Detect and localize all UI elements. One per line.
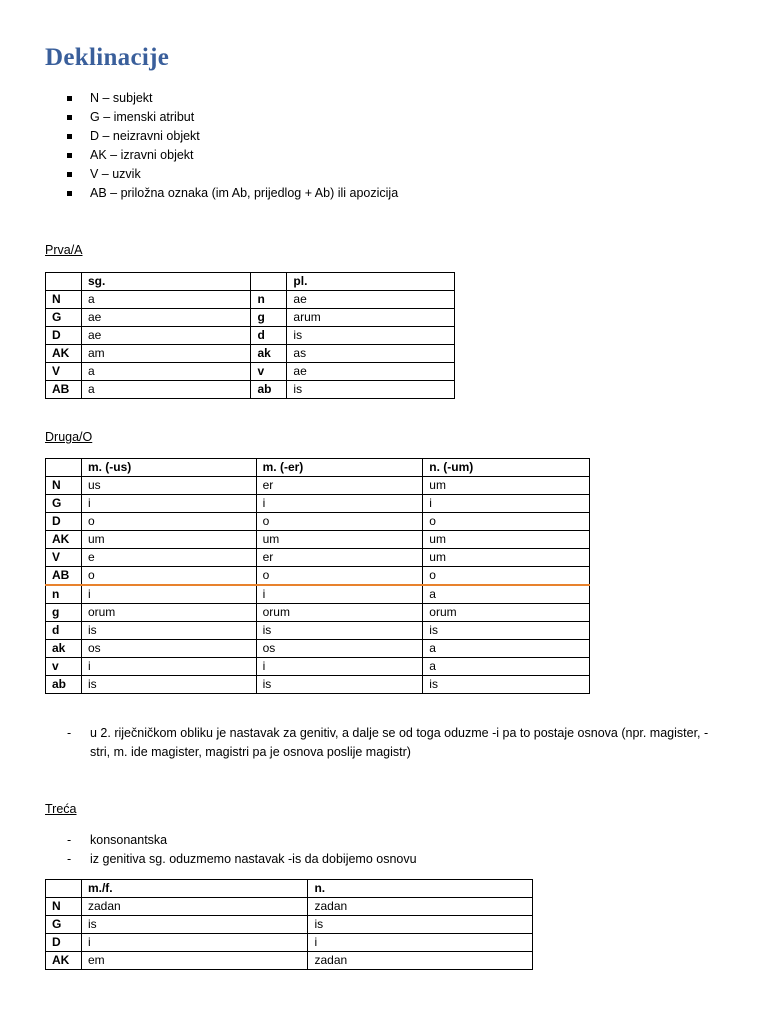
case-label-cell: g: [46, 604, 82, 622]
case-label-cell: ak: [46, 640, 82, 658]
ending-cell: i: [423, 495, 590, 513]
dash-bullet-icon: -: [67, 852, 72, 866]
case-label-cell: D: [46, 934, 82, 952]
column-header: m./f.: [81, 880, 308, 898]
ending-cell: arum: [287, 309, 455, 327]
ending-cell: i: [81, 585, 256, 604]
table-row: [46, 495, 590, 513]
case-label-cell: D: [46, 327, 82, 345]
table-header-row: [46, 273, 455, 291]
column-header: [46, 459, 82, 477]
ending-cell: a: [423, 658, 590, 676]
case-label-cell: G: [46, 916, 82, 934]
bullet-text: G – imenski atribut: [90, 110, 195, 124]
case-label-cell: ak: [251, 345, 287, 363]
square-bullet-icon: [67, 134, 72, 139]
case-bullet-list: [66, 89, 398, 203]
case-label-cell: n: [46, 585, 82, 604]
table-header-row: [46, 880, 533, 898]
note-item: [66, 850, 666, 869]
ending-cell: is: [423, 622, 590, 640]
case-label-cell: v: [251, 363, 287, 381]
case-label-cell: N: [46, 291, 82, 309]
ending-cell: er: [256, 549, 423, 567]
bullet-item: [66, 184, 398, 203]
column-header: m. (-er): [256, 459, 423, 477]
note-text: u 2. riječničkom obliku je nastavak za genitiv, a dalje se od toga oduzme -i pa to postaje osnova (npr. magister, -stri, m. ide magister, magistri pa je osnova poslije magistr): [90, 726, 709, 759]
table-row: [46, 549, 590, 567]
table-prva: [45, 272, 455, 399]
ending-cell: is: [256, 676, 423, 694]
table-row: [46, 585, 590, 604]
table-row: [46, 898, 533, 916]
square-bullet-icon: [67, 96, 72, 101]
bullet-text: AB – priložna oznaka (im Ab, prijedlog + Ab) ili apozicija: [90, 186, 399, 200]
bullet-item: [66, 165, 398, 184]
ending-cell: i: [256, 585, 423, 604]
bullet-item: [66, 146, 398, 165]
table-row: [46, 916, 533, 934]
table-row: [46, 567, 590, 586]
section-heading-treca: Treća: [45, 802, 77, 816]
ending-cell: um: [256, 531, 423, 549]
bullet-item: [66, 127, 398, 146]
square-bullet-icon: [67, 172, 72, 177]
ending-cell: a: [423, 640, 590, 658]
druga-note-list: [66, 724, 726, 762]
case-label-cell: g: [251, 309, 287, 327]
ending-cell: ae: [81, 327, 251, 345]
table-row: [46, 477, 590, 495]
bullet-text: AK – izravni objekt: [90, 148, 194, 162]
table-row: [46, 309, 455, 327]
ending-cell: o: [81, 567, 256, 586]
table-header-row: [46, 459, 590, 477]
ending-cell: o: [423, 567, 590, 586]
ending-cell: o: [81, 513, 256, 531]
ending-cell: is: [81, 676, 256, 694]
ending-cell: i: [256, 495, 423, 513]
table-row: [46, 381, 455, 399]
column-header: m. (-us): [81, 459, 256, 477]
ending-cell: os: [81, 640, 256, 658]
ending-cell: ae: [81, 309, 251, 327]
ending-cell: o: [256, 567, 423, 586]
case-label-cell: D: [46, 513, 82, 531]
ending-cell: o: [256, 513, 423, 531]
square-bullet-icon: [67, 191, 72, 196]
section-heading-druga: Druga/O: [45, 430, 93, 444]
column-header: sg.: [81, 273, 251, 291]
ending-cell: um: [423, 477, 590, 495]
case-label-cell: n: [251, 291, 287, 309]
case-label-cell: AK: [46, 345, 82, 363]
case-label-cell: AB: [46, 381, 82, 399]
ending-cell: ae: [287, 363, 455, 381]
column-header: [46, 880, 82, 898]
ending-cell: am: [81, 345, 251, 363]
table-row: [46, 952, 533, 970]
bullet-item: [66, 89, 398, 108]
ending-cell: zadan: [308, 898, 533, 916]
square-bullet-icon: [67, 115, 72, 120]
ending-cell: is: [81, 916, 308, 934]
table-treca: [45, 879, 533, 970]
ending-cell: ae: [287, 291, 455, 309]
table-row: [46, 531, 590, 549]
treca-note-list: [66, 831, 666, 869]
ending-cell: i: [81, 934, 308, 952]
ending-cell: zadan: [308, 952, 533, 970]
ending-cell: a: [81, 291, 251, 309]
dash-bullet-icon: -: [67, 833, 72, 847]
table-row: [46, 676, 590, 694]
table-row: [46, 622, 590, 640]
case-label-cell: G: [46, 495, 82, 513]
ending-cell: is: [423, 676, 590, 694]
note-item: [66, 831, 666, 850]
note-item: [66, 724, 726, 762]
case-label-cell: ab: [251, 381, 287, 399]
ending-cell: um: [81, 531, 256, 549]
ending-cell: a: [81, 363, 251, 381]
table-row: [46, 658, 590, 676]
ending-cell: is: [287, 327, 455, 345]
table-row: [46, 513, 590, 531]
square-bullet-icon: [67, 153, 72, 158]
case-label-cell: N: [46, 898, 82, 916]
dash-bullet-icon: -: [67, 726, 72, 740]
ending-cell: i: [81, 658, 256, 676]
table-row: [46, 640, 590, 658]
ending-cell: um: [423, 531, 590, 549]
bullet-text: V – uzvik: [90, 167, 141, 181]
note-text: konsonantska: [90, 833, 168, 847]
column-header: n.: [308, 880, 533, 898]
table-row: [46, 345, 455, 363]
case-label-cell: N: [46, 477, 82, 495]
bullet-text: N – subjekt: [90, 91, 153, 105]
ending-cell: i: [308, 934, 533, 952]
ending-cell: orum: [81, 604, 256, 622]
bullet-item: [66, 108, 398, 127]
table-druga: [45, 458, 590, 694]
table-row: [46, 934, 533, 952]
ending-cell: as: [287, 345, 455, 363]
ending-cell: is: [287, 381, 455, 399]
ending-cell: zadan: [81, 898, 308, 916]
ending-cell: i: [256, 658, 423, 676]
ending-cell: e: [81, 549, 256, 567]
case-label-cell: v: [46, 658, 82, 676]
table-row: [46, 291, 455, 309]
section-heading-prva: Prva/A: [45, 243, 83, 257]
table-row: [46, 363, 455, 381]
column-header: [46, 273, 82, 291]
case-label-cell: G: [46, 309, 82, 327]
column-header: pl.: [287, 273, 455, 291]
case-label-cell: d: [251, 327, 287, 345]
case-label-cell: AB: [46, 567, 82, 586]
ending-cell: a: [81, 381, 251, 399]
ending-cell: is: [308, 916, 533, 934]
ending-cell: er: [256, 477, 423, 495]
case-label-cell: d: [46, 622, 82, 640]
ending-cell: is: [256, 622, 423, 640]
ending-cell: orum: [256, 604, 423, 622]
ending-cell: i: [81, 495, 256, 513]
page-title: Deklinacije: [45, 44, 170, 71]
note-text: iz genitiva sg. oduzmemo nastavak -is da dobijemo osnovu: [90, 852, 417, 866]
case-label-cell: ab: [46, 676, 82, 694]
ending-cell: us: [81, 477, 256, 495]
bullet-text: D – neizravni objekt: [90, 129, 200, 143]
case-label-cell: AK: [46, 531, 82, 549]
case-label-cell: V: [46, 363, 82, 381]
case-label-cell: V: [46, 549, 82, 567]
table-row: [46, 327, 455, 345]
ending-cell: orum: [423, 604, 590, 622]
case-label-cell: AK: [46, 952, 82, 970]
column-header: n. (-um): [423, 459, 590, 477]
table-row: [46, 604, 590, 622]
column-header: [251, 273, 287, 291]
ending-cell: a: [423, 585, 590, 604]
ending-cell: um: [423, 549, 590, 567]
ending-cell: o: [423, 513, 590, 531]
ending-cell: os: [256, 640, 423, 658]
ending-cell: em: [81, 952, 308, 970]
ending-cell: is: [81, 622, 256, 640]
